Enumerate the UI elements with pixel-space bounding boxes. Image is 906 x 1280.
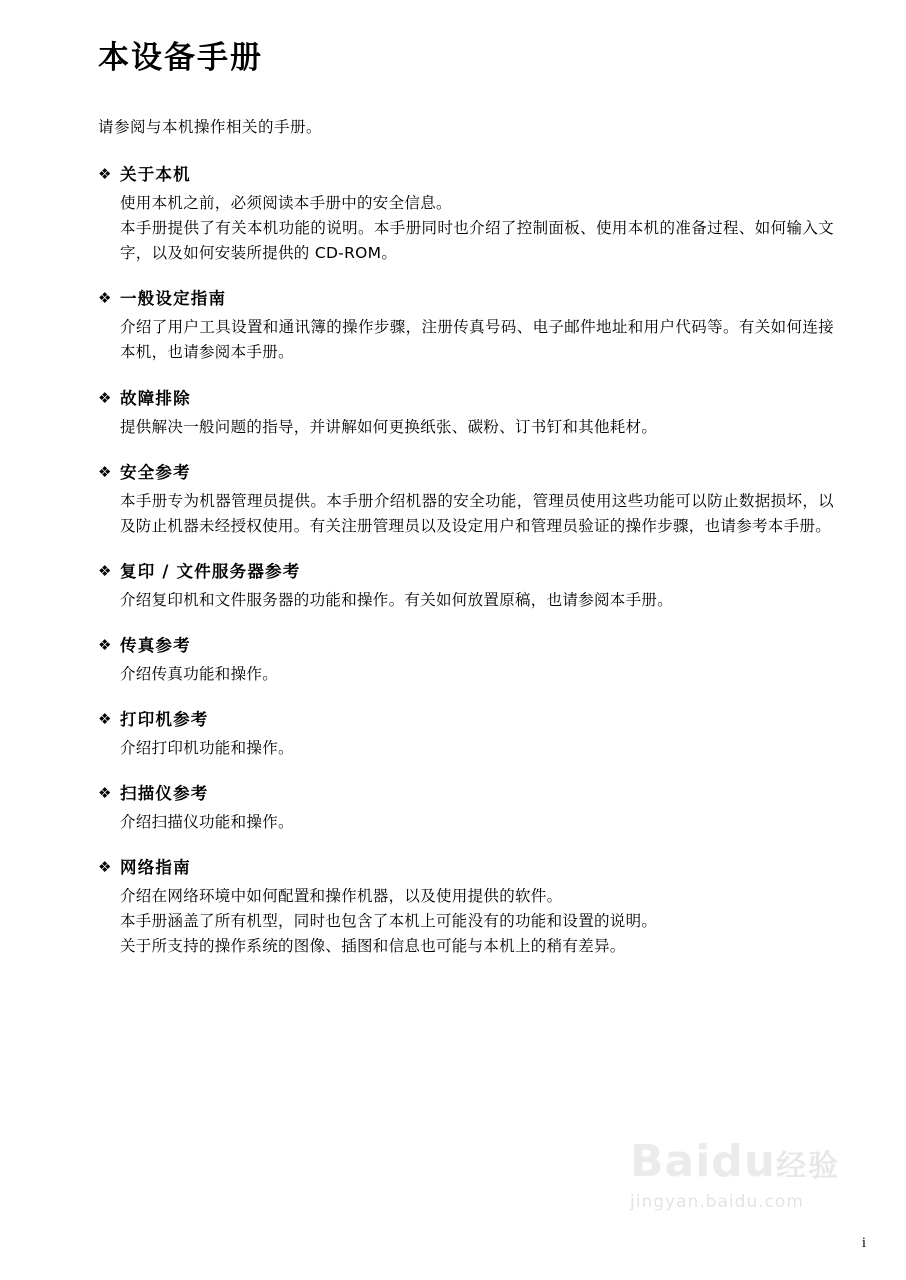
manual-section-line: 介绍了用户工具设置和通讯簿的操作步骤，注册传真号码、电子邮件地址和用户代码等。有关如何连接本机，也请参阅本手册。 <box>120 318 834 362</box>
manual-section-body <box>120 884 838 959</box>
page-title: 本设备手册 <box>98 40 263 76</box>
manual-section-line: 介绍打印机功能和操作。 <box>120 738 294 757</box>
manual-section-title: 扫描仪参考 <box>120 783 209 803</box>
manual-section-header <box>98 387 838 411</box>
manual-section-body <box>120 191 838 266</box>
diamond-bullet-icon: ❖ <box>98 635 112 654</box>
manual-section-header <box>98 634 838 658</box>
page-content <box>98 40 838 980</box>
manual-section-header <box>98 287 838 311</box>
manual-section-header <box>98 708 838 732</box>
manual-section-body <box>120 662 838 687</box>
diamond-bullet-icon: ❖ <box>98 462 112 481</box>
manual-section-body <box>120 736 838 761</box>
diamond-bullet-icon: ❖ <box>98 165 112 184</box>
manual-section-title: 网络指南 <box>120 857 191 877</box>
watermark-brand-latin: Baidu <box>630 1136 777 1187</box>
watermark-brand-cn: 经验 <box>776 1149 841 1184</box>
manual-section <box>98 163 838 266</box>
manual-section-title: 一般设定指南 <box>120 289 227 309</box>
manual-section <box>98 461 838 539</box>
manual-section-title: 传真参考 <box>120 635 191 655</box>
manual-section-line: 介绍在网络环境中如何配置和操作机器，以及使用提供的软件。 <box>120 886 563 905</box>
manual-section-line: 介绍复印机和文件服务器的功能和操作。有关如何放置原稿，也请参阅本手册。 <box>120 590 674 609</box>
manual-section <box>98 387 838 440</box>
intro-paragraph: 请参阅与本机操作相关的手册。 <box>98 118 323 137</box>
manual-section-title: 故障排除 <box>120 388 191 408</box>
manual-section <box>98 287 838 365</box>
manual-section-line: 介绍传真功能和操作。 <box>120 664 279 683</box>
diamond-bullet-icon: ❖ <box>98 857 112 876</box>
manual-section-line: 本手册专为机器管理员提供。本手册介绍机器的安全功能，管理员使用这些功能可以防止数据损坏，以及防止机器未经授权使用。有关注册管理员以及设定用户和管理员验证的操作步骤，也请参考本手册。 <box>120 491 834 535</box>
manual-section <box>98 856 838 959</box>
manual-section-line: 关于所支持的操作系统的图像、插图和信息也可能与本机上的稍有差异。 <box>120 937 626 956</box>
manual-section-line: 使用本机之前，必须阅读本手册中的安全信息。 <box>120 194 452 213</box>
diamond-bullet-icon: ❖ <box>98 561 112 580</box>
manual-section-line: 本手册提供了有关本机功能的说明。本手册同时也介绍了控制面板、使用本机的准备过程、如何输入文字，以及如何安装所提供的 CD-ROM。 <box>120 219 834 263</box>
manual-section <box>98 560 838 613</box>
manual-section-title: 复印 / 文件服务器参考 <box>120 561 301 581</box>
diamond-bullet-icon: ❖ <box>98 709 112 728</box>
manual-section-body <box>120 489 838 539</box>
watermark-brand <box>630 1136 880 1187</box>
manual-section-header <box>98 560 838 584</box>
diamond-bullet-icon: ❖ <box>98 388 112 407</box>
diamond-bullet-icon: ❖ <box>98 289 112 308</box>
manual-section-line: 提供解决一般问题的指导，并讲解如何更换纸张、碳粉、订书钉和其他耗材。 <box>120 417 658 436</box>
manual-section-title: 安全参考 <box>120 462 191 482</box>
manual-section-header <box>98 163 838 187</box>
manual-section-body <box>120 588 838 613</box>
manual-section-title: 关于本机 <box>120 165 191 185</box>
manual-section-header <box>98 461 838 485</box>
manual-section-line: 本手册涵盖了所有机型，同时也包含了本机上可能没有的功能和设置的说明。 <box>120 911 658 930</box>
manual-section-body <box>120 810 838 835</box>
manual-section <box>98 708 838 761</box>
page-number: i <box>861 1235 866 1251</box>
manual-section-header <box>98 782 838 806</box>
manual-section-body <box>120 315 838 365</box>
watermark-url: jingyan.baidu.com <box>630 1192 804 1212</box>
watermark <box>630 1136 880 1240</box>
manual-section-title: 打印机参考 <box>120 709 209 729</box>
diamond-bullet-icon: ❖ <box>98 783 112 802</box>
manual-section-header <box>98 856 838 880</box>
manual-section-body <box>120 415 838 440</box>
manual-section-list <box>98 163 838 959</box>
manual-section <box>98 634 838 687</box>
manual-section-line: 介绍扫描仪功能和操作。 <box>120 812 294 831</box>
manual-section <box>98 782 838 835</box>
